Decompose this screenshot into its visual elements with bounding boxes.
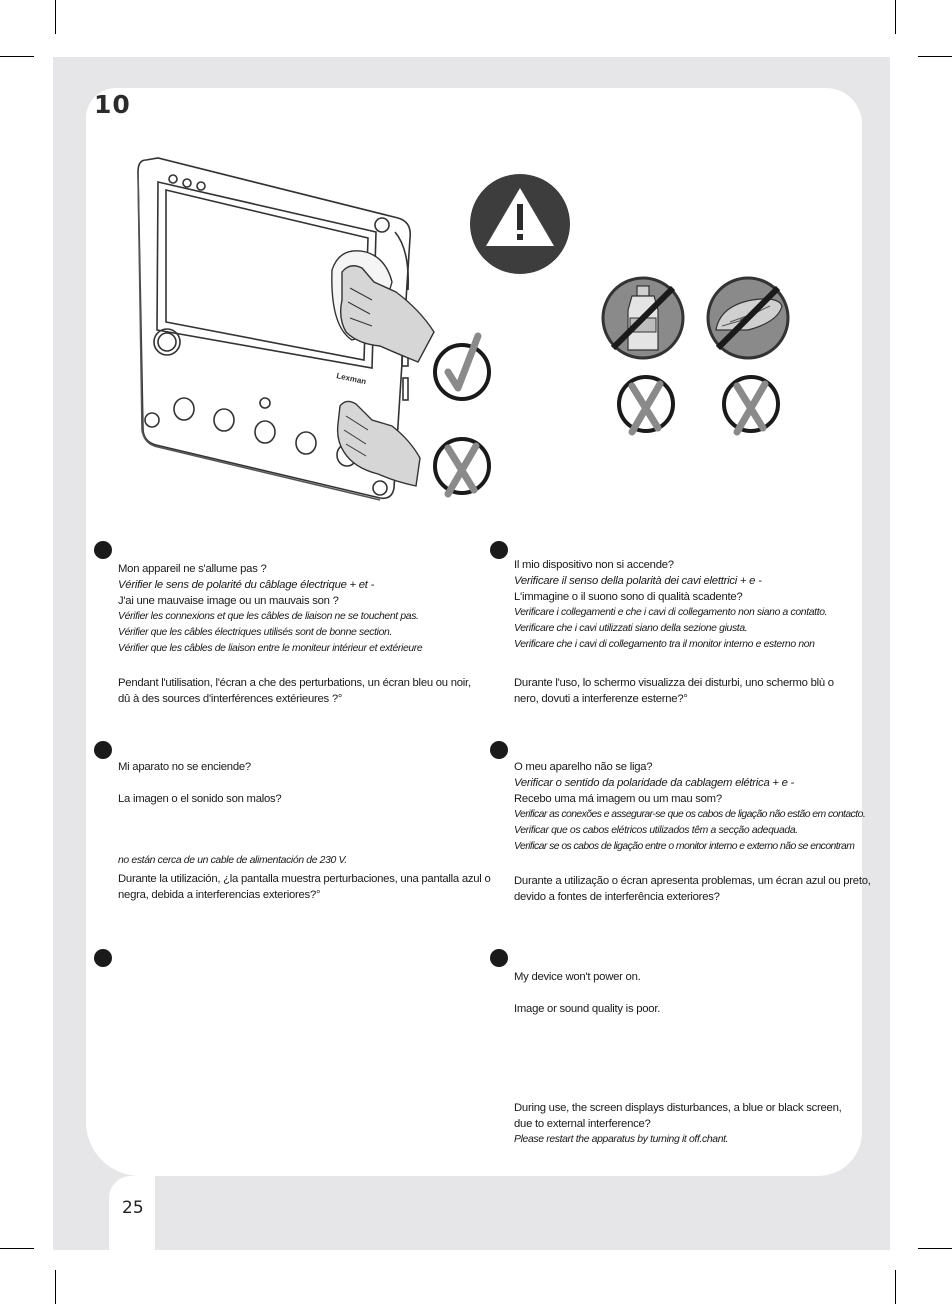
it-question-3b: nero, dovuti a interferenze esterne?°: [514, 693, 688, 705]
section-spanish-cont: [118, 853, 490, 903]
cross-icon: [435, 439, 489, 494]
crop-mark: [895, 1270, 896, 1304]
section-bullet: [94, 741, 112, 759]
fr-question-2: J'ai une mauvaise image ou un mauvais son ?: [118, 595, 339, 607]
fr-question-3a: Pendant l'utilisation, l'écran a che des perturbations, un écran bleu ou noir,: [118, 677, 471, 689]
section-english: [514, 969, 660, 1017]
section-bullet: [94, 541, 112, 559]
fr-question-1: Mon appareil ne s'allume pas ?: [118, 563, 267, 575]
page-number: 25: [122, 1198, 144, 1218]
section-bullet: [490, 541, 508, 559]
en-question-3b: due to external interference?: [514, 1118, 651, 1130]
section-bullet: [94, 949, 112, 967]
no-scrub-brush-icon: [708, 278, 788, 358]
section-bullet: [490, 949, 508, 967]
cross-icon: [619, 377, 673, 432]
it-question-1: Il mio dispositivo non si accende?: [514, 559, 674, 571]
es-line-4: no están cerca de un cable de alimentación de 230 V.: [118, 855, 347, 866]
it-line-1: Verificare il senso della polarità dei cavi elettrici + e -: [514, 575, 762, 587]
pt-line-2: Verificar as conexões e assegurar-se que os cabos de ligação não estão em contacto.: [514, 809, 866, 820]
device-brand-label: Lexman: [335, 371, 368, 387]
it-line-4: Verificare che i cavi di collegamento tra il monitor interno e esterno non: [514, 639, 815, 650]
fr-line-1: Vérifier le sens de polarité du câblage électrique + et -: [118, 579, 375, 591]
check-icon: [435, 336, 489, 399]
crop-mark: [55, 1270, 56, 1304]
section-bullet: [490, 741, 508, 759]
en-question-2: Image or sound quality is poor.: [514, 1003, 661, 1015]
section-english-cont: [514, 1100, 842, 1148]
fr-question-3b: dû à des sources d'interférences extérieures ?°: [118, 693, 343, 705]
pt-question-3a: Durante a utilização o écran apresenta problemas, um écran azul ou preto,: [514, 875, 871, 887]
section-italian: [514, 557, 834, 707]
it-line-2: Verificare i collegamenti e che i cavi di collegamento non siano a contatto.: [514, 607, 828, 618]
warning-icon: [470, 174, 570, 274]
fr-line-2: Vérifier les connexions et que les câbles de liaison ne se touchent pas.: [118, 611, 419, 622]
en-question-3a: During use, the screen displays disturbances, a blue or black screen,: [514, 1102, 842, 1114]
it-line-3: Verificare che i cavi utilizzati siano della sezione giusta.: [514, 623, 748, 634]
es-question-3b: negra, debida a interferencias exteriores?°: [118, 889, 321, 901]
cleaning-illustration: [0, 0, 952, 540]
step-number: 10: [94, 90, 131, 119]
en-question-1: My device won't power on.: [514, 971, 641, 983]
cross-icon: [724, 377, 778, 432]
it-question-3a: Durante l'uso, lo schermo visualizza dei disturbi, uno schermo blù o: [514, 677, 834, 689]
pt-question-2: Recebo uma má imagem ou um mau som?: [514, 793, 722, 805]
section-portuguese: [514, 759, 871, 905]
en-line-5: Please restart the apparatus by turning it off.chant.: [514, 1134, 729, 1145]
pt-line-1: Verificar o sentido da polaridade da cablagem elétrica + e -: [514, 777, 795, 789]
pt-line-3: Verificar que os cabos elétricos utilizados têm a secção adequada.: [514, 825, 798, 836]
section-french: [118, 561, 471, 707]
fr-line-4: Vérifier que les câbles de liaison entre le moniteur intérieur et extérieure: [118, 643, 423, 654]
pt-question-3b: devido a fontes de interferência exteriores?: [514, 891, 720, 903]
es-question-3a: Durante la utilización, ¿la pantalla muestra perturbaciones, una pantalla azul o: [118, 873, 491, 885]
crop-mark: [0, 1248, 34, 1249]
it-question-2: L'immagine o il suono sono di qualità scadente?: [514, 591, 743, 603]
fr-line-3: Vérifier que les câbles électriques utilisés sont de bonne section.: [118, 627, 393, 638]
es-question-2: La imagen o el sonido son malos?: [118, 793, 282, 805]
pt-question-1: O meu aparelho não se liga?: [514, 761, 653, 773]
crop-mark: [918, 1248, 952, 1249]
section-spanish: [118, 759, 281, 807]
no-solvent-bottle-icon: [603, 278, 683, 358]
es-question-1: Mi aparato no se enciende?: [118, 761, 251, 773]
pt-line-4: Verificar se os cabos de ligação entre o monitor interno e externo não se encontram: [514, 841, 855, 852]
